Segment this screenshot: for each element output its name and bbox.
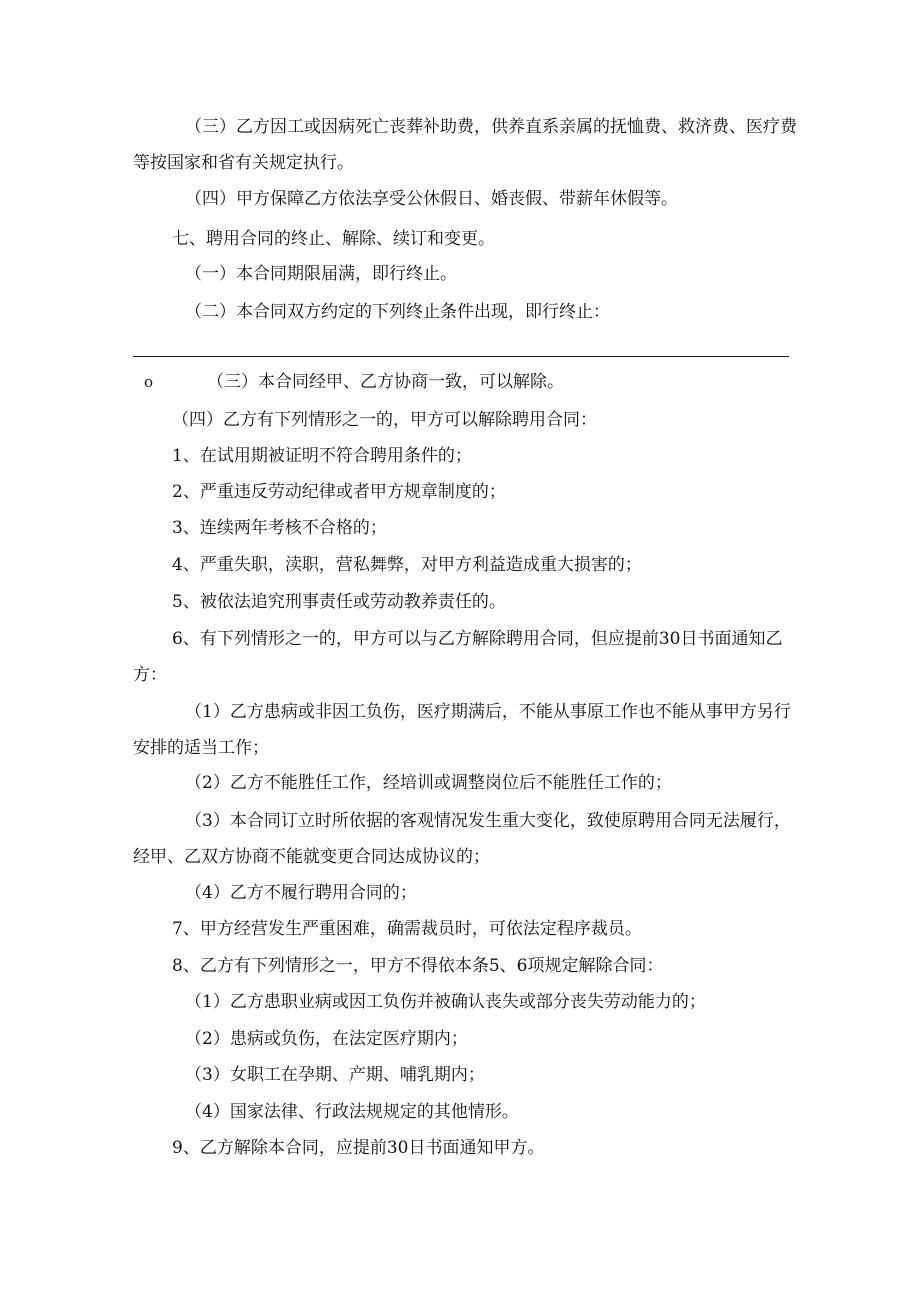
paragraph-line: （一）本合同期限届满，即行终止。 xyxy=(185,264,457,284)
sub-item: （2）乙方不能胜任工作，经培训或调整岗位后不能胜任工作的； xyxy=(185,773,672,793)
sub-item: 安排的适当工作； xyxy=(133,738,269,758)
list-item: 3、连续两年考核不合格的； xyxy=(172,518,387,538)
list-item: 9、乙方解除本合同，应提前30日书面通知甲方。 xyxy=(172,1138,545,1158)
paragraph-line: （二）本合同双方约定的下列终止条件出现，即行终止： xyxy=(185,302,610,322)
section-heading: 七、聘用合同的终止、解除、续订和变更。 xyxy=(172,229,495,249)
sub-item: （3）本合同订立时所依据的客观情况发生重大变化，致使原聘用合同无法履行， xyxy=(185,811,791,831)
list-item: 2、严重违反劳动纪律或者甲方规章制度的； xyxy=(172,482,506,502)
list-item: 4、严重失职，渎职，营私舞弊，对甲方利益造成重大损害的； xyxy=(172,555,642,575)
sub-item: （3）女职工在孕期、产期、哺乳期内； xyxy=(185,1065,485,1085)
list-item: 6、有下列情形之一的，甲方可以与乙方解除聘用合同，但应提前30日书面通知乙 xyxy=(172,629,783,649)
sub-item: （1）乙方患病或非因工负伤，医疗期满后，不能从事原工作也不能从事甲方另行 xyxy=(185,702,791,722)
paragraph-line: （三）乙方因工或因病死亡丧葬补助费，供养直系亲属的抚恤费、救济费、医疗费 xyxy=(185,117,797,137)
paragraph-line: （四）乙方有下列情形之一的，甲方可以解除聘用合同： xyxy=(172,410,597,430)
sub-item: （4）乙方不履行聘用合同的； xyxy=(185,883,417,903)
paragraph-line: 等按国家和省有关规定执行。 xyxy=(133,153,354,173)
paragraph-line: （四）甲方保障乙方依法享受公休假日、婚丧假、带薪年休假等。 xyxy=(185,189,678,209)
paragraph-line: （三）本合同经甲、乙方协商一致，可以解除。 xyxy=(207,372,564,392)
sub-item: 经甲、乙双方协商不能就变更合同达成协议的； xyxy=(133,847,490,867)
blank-end-mark: o xyxy=(144,373,154,391)
list-item: 5、被依法追究刑事责任或劳动教养责任的。 xyxy=(172,592,506,612)
list-item: 方： xyxy=(133,665,167,685)
list-item: 7、甲方经营发生严重困难，确需裁员时，可依法定程序裁员。 xyxy=(172,919,642,939)
fill-in-blank-line xyxy=(133,356,789,357)
sub-item: （1）乙方患职业病或因工负伤并被确认丧失或部分丧失劳动能力的； xyxy=(185,992,706,1012)
sub-item: （4）国家法律、行政法规规定的其他情形。 xyxy=(185,1102,519,1122)
sub-item: （2）患病或负伤，在法定医疗期内； xyxy=(185,1029,468,1049)
list-item: 8、乙方有下列情形之一，甲方不得依本条5、6项规定解除合同： xyxy=(172,956,664,976)
list-item: 1、在试用期被证明不符合聘用条件的； xyxy=(172,446,472,466)
